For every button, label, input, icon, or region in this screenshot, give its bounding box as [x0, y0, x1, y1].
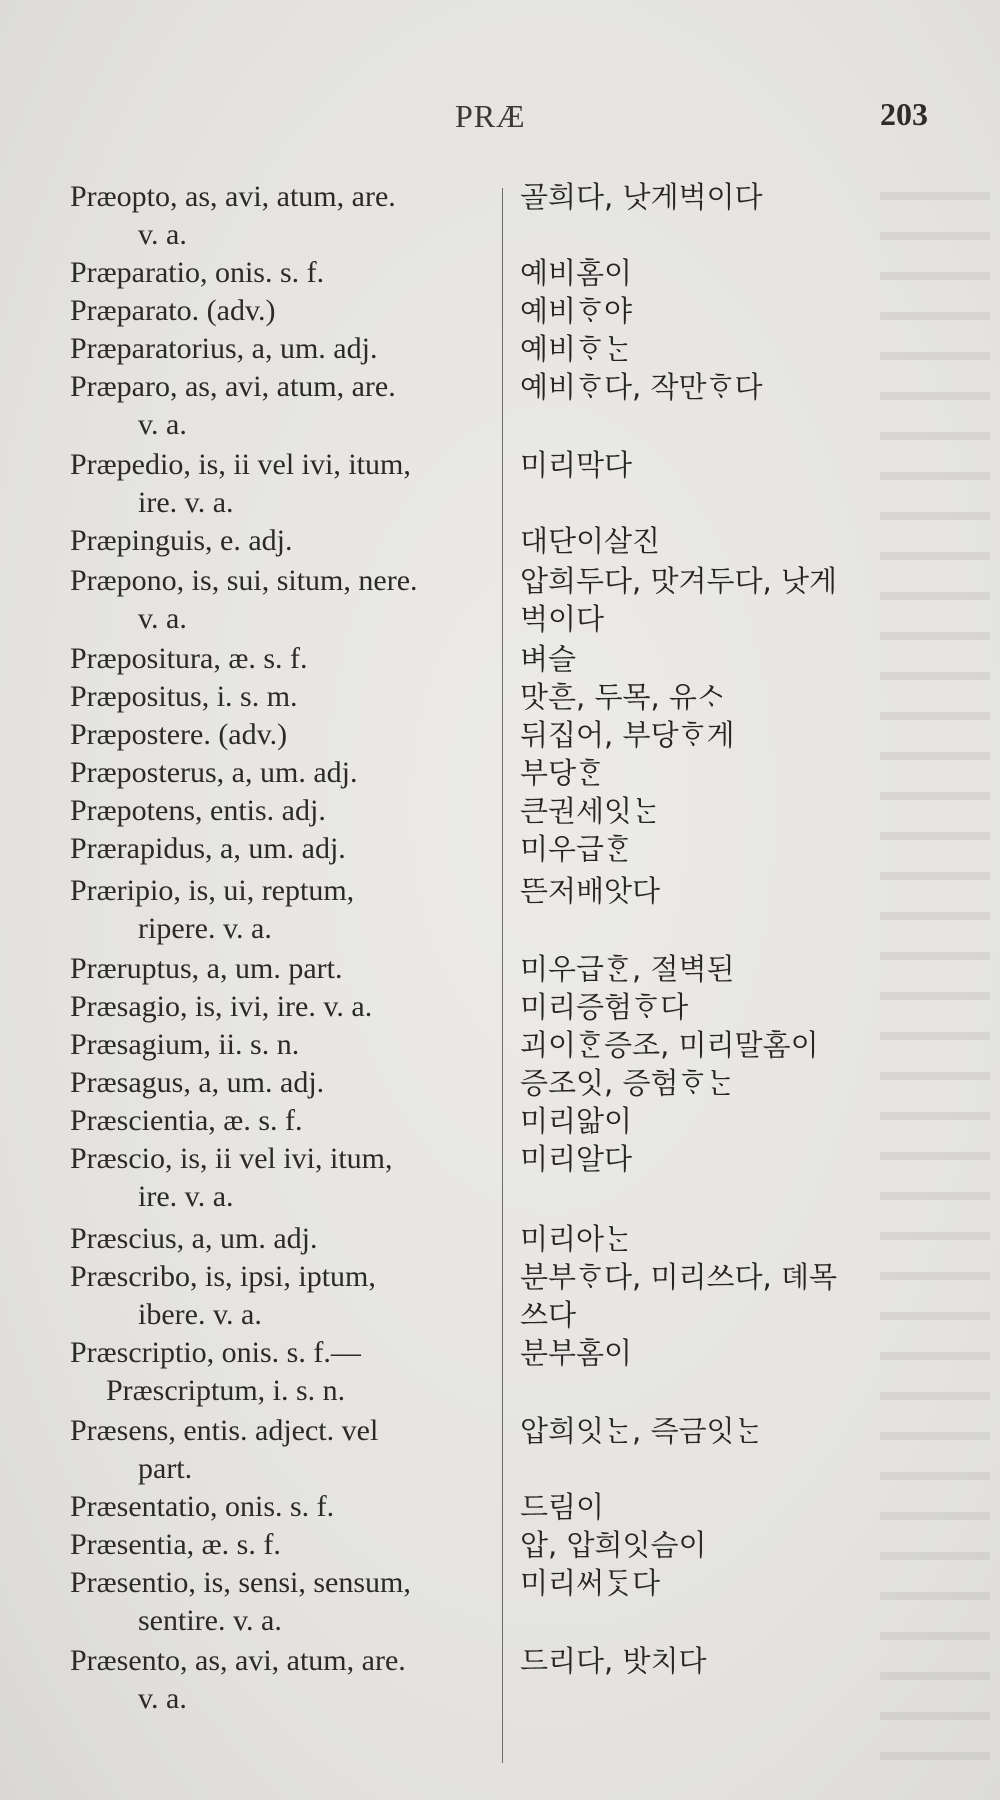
latin-line: Præparato. (adv.): [70, 294, 276, 327]
latin-line: Præpono, is, sui, situm, nere.: [70, 564, 418, 597]
latin-headword: [70, 872, 495, 948]
latin-line: Præsagus, a, um. adj.: [70, 1066, 325, 1099]
latin-headword: [70, 254, 495, 292]
latin-continuation: v. a.: [138, 602, 187, 635]
korean-line: 미리아ᄂᆞᆫ: [520, 1222, 633, 1256]
korean-line: 압희두다, 맛겨두다, 낫게: [520, 564, 838, 598]
latin-line: Præpotens, entis. adj.: [70, 794, 326, 827]
korean-definition: [520, 830, 950, 868]
latin-line: Præparatio, onis. s. f.: [70, 256, 325, 289]
latin-headword: [70, 1564, 495, 1640]
latin-continuation: Præscriptum, i. s. n.: [106, 1374, 346, 1407]
latin-continuation: sentire. v. a.: [138, 1604, 282, 1637]
latin-headword: [70, 446, 495, 522]
latin-headword: [70, 368, 495, 444]
korean-line: 드리다, 밧치다: [520, 1644, 707, 1678]
korean-definition: [520, 1102, 950, 1140]
latin-headword: [70, 1526, 495, 1564]
korean-definition: [520, 872, 950, 910]
latin-line: Præscientia, æ. s. f.: [70, 1104, 303, 1137]
korean-definition: [520, 754, 950, 792]
korean-line: 벼슬: [520, 642, 577, 676]
latin-line: Præsagium, ii. s. n.: [70, 1028, 300, 1061]
latin-headword: [70, 988, 495, 1026]
korean-line: 맛흔, 두목, 유ᄉᆞ: [520, 680, 725, 714]
latin-line: Præpositus, i. s. m.: [70, 680, 298, 713]
korean-line: 드림이: [520, 1490, 605, 1524]
latin-line: Præsentio, is, sensi, sensum,: [70, 1566, 411, 1599]
latin-headword: [70, 830, 495, 868]
korean-definition: [520, 1526, 950, 1564]
latin-line: Præscribo, is, ipsi, iptum,: [70, 1260, 376, 1293]
korean-line: 증조잇, 증험ᄒᆞᄂᆞᆫ: [520, 1066, 735, 1100]
korean-definition: [520, 1564, 950, 1602]
latin-headword: [70, 950, 495, 988]
korean-definition: [520, 640, 950, 678]
page-number: 203: [880, 96, 928, 132]
latin-headword: [70, 678, 495, 716]
latin-headword: [70, 792, 495, 830]
latin-line: Præsento, as, avi, atum, are.: [70, 1644, 406, 1677]
latin-headword: [70, 1642, 495, 1718]
latin-line: Præopto, as, avi, atum, are.: [70, 180, 396, 213]
latin-line: Præscio, is, ii vel ivi, itum,: [70, 1142, 393, 1175]
korean-definition: [520, 446, 950, 484]
korean-definition: [520, 562, 950, 638]
korean-definition: [520, 1488, 950, 1526]
latin-line: Præpinguis, e. adj.: [70, 524, 293, 557]
latin-continuation: ibere. v. a.: [138, 1298, 262, 1331]
latin-line: Præscius, a, um. adj.: [70, 1222, 318, 1255]
latin-headword: [70, 1140, 495, 1216]
latin-headword: [70, 754, 495, 792]
latin-line: Præposterus, a, um. adj.: [70, 756, 358, 789]
latin-headword: [70, 1026, 495, 1064]
latin-headword: [70, 178, 495, 254]
latin-headword: [70, 562, 495, 638]
latin-line: Prærapidus, a, um. adj.: [70, 832, 346, 865]
korean-line: 예비ᄒᆞᄂᆞᆫ: [520, 332, 633, 366]
korean-definition: [520, 678, 950, 716]
korean-definition: [520, 1140, 950, 1178]
latin-line: Præpositura, æ. s. f.: [70, 642, 308, 675]
korean-line: 예비홈이: [520, 256, 633, 290]
korean-line: 예비ᄒᆞ다, 작만ᄒᆞ다: [520, 370, 763, 404]
latin-headword: [70, 1412, 495, 1488]
latin-line: Præruptus, a, um. part.: [70, 952, 343, 985]
latin-line: Præparatorius, a, um. adj.: [70, 332, 378, 365]
latin-continuation: ire. v. a.: [138, 1180, 234, 1213]
korean-line: 분부홈이: [520, 1336, 633, 1370]
latin-line: Præsentatio, onis. s. f.: [70, 1490, 335, 1523]
korean-line: 압, 압희잇슴이: [520, 1528, 707, 1562]
korean-definition: [520, 988, 950, 1026]
korean-definition: [520, 330, 950, 368]
latin-line: Præsens, entis. adject. vel: [70, 1414, 379, 1447]
latin-headword: [70, 1102, 495, 1140]
latin-headword: [70, 1220, 495, 1258]
latin-continuation: ire. v. a.: [138, 486, 234, 519]
korean-line: 큰권세잇ᄂᆞᆫ: [520, 794, 661, 828]
korean-line: 미리알다: [520, 1142, 633, 1176]
korean-continuation: 쓰다: [520, 1298, 577, 1332]
korean-line: 미리앎이: [520, 1104, 633, 1138]
korean-definition: [520, 254, 950, 292]
latin-line: Præpostere. (adv.): [70, 718, 288, 751]
korean-line: 미우급ᄒᆞᆫ, 절벽된: [520, 952, 735, 986]
latin-headword: [70, 716, 495, 754]
korean-definition: [520, 1334, 950, 1372]
korean-line: 대단이살진: [520, 524, 661, 558]
korean-definition: [520, 1258, 950, 1334]
latin-line: Præpedio, is, ii vel ivi, itum,: [70, 448, 411, 481]
korean-definition: [520, 1026, 950, 1064]
korean-line: 골희다, 낫게벅이다: [520, 180, 763, 214]
korean-line: 뒤집어, 부당ᄒᆞ게: [520, 718, 735, 752]
latin-headword: [70, 1488, 495, 1526]
korean-definition: [520, 368, 950, 406]
running-head: PRÆ: [455, 98, 526, 134]
korean-definition: [520, 792, 950, 830]
latin-line: Præripio, is, ui, reptum,: [70, 874, 355, 907]
latin-line: Præscriptio, onis. s. f.—: [70, 1336, 361, 1369]
korean-definition: [520, 716, 950, 754]
korean-definition: [520, 950, 950, 988]
latin-line: Præparo, as, avi, atum, are.: [70, 370, 396, 403]
latin-headword: [70, 330, 495, 368]
korean-line: 분부ᄒᆞ다, 미리쓰다, 뎨목: [520, 1260, 838, 1294]
latin-headword: [70, 1064, 495, 1102]
korean-definition: [520, 1220, 950, 1258]
korean-line: 미리증험ᄒᆞ다: [520, 990, 689, 1024]
korean-definition: [520, 178, 950, 216]
latin-continuation: ripere. v. a.: [138, 912, 272, 945]
latin-continuation: v. a.: [138, 1682, 187, 1715]
korean-line: 예비ᄒᆞ야: [520, 294, 633, 328]
korean-line: 미리막다: [520, 448, 633, 482]
latin-headword: [70, 292, 495, 330]
korean-line: 미리써ᄃᆞᆺ다: [520, 1566, 661, 1600]
korean-definition: [520, 1064, 950, 1102]
korean-continuation: 벅이다: [520, 602, 605, 636]
latin-continuation: v. a.: [138, 218, 187, 251]
korean-line: 괴이ᄒᆞᆫ증조, 미리말홈이: [520, 1028, 819, 1062]
latin-headword: [70, 1258, 495, 1334]
latin-headword: [70, 640, 495, 678]
korean-definition: [520, 1642, 950, 1680]
latin-line: Præsentia, æ. s. f.: [70, 1528, 281, 1561]
latin-continuation: v. a.: [138, 408, 187, 441]
korean-line: 부당ᄒᆞᆫ: [520, 756, 605, 790]
korean-definition: [520, 1412, 950, 1450]
latin-headword: [70, 1334, 495, 1410]
latin-line: Præsagio, is, ivi, ire. v. a.: [70, 990, 373, 1023]
korean-definition: [520, 522, 950, 560]
korean-line: 뜬저배앗다: [520, 874, 661, 908]
korean-line: 압희잇ᄂᆞᆫ, 즉금잇ᄂᆞᆫ: [520, 1414, 763, 1448]
latin-headword: [70, 522, 495, 560]
korean-line: 미우급ᄒᆞᆫ: [520, 832, 633, 866]
korean-definition: [520, 292, 950, 330]
latin-continuation: part.: [138, 1452, 193, 1485]
